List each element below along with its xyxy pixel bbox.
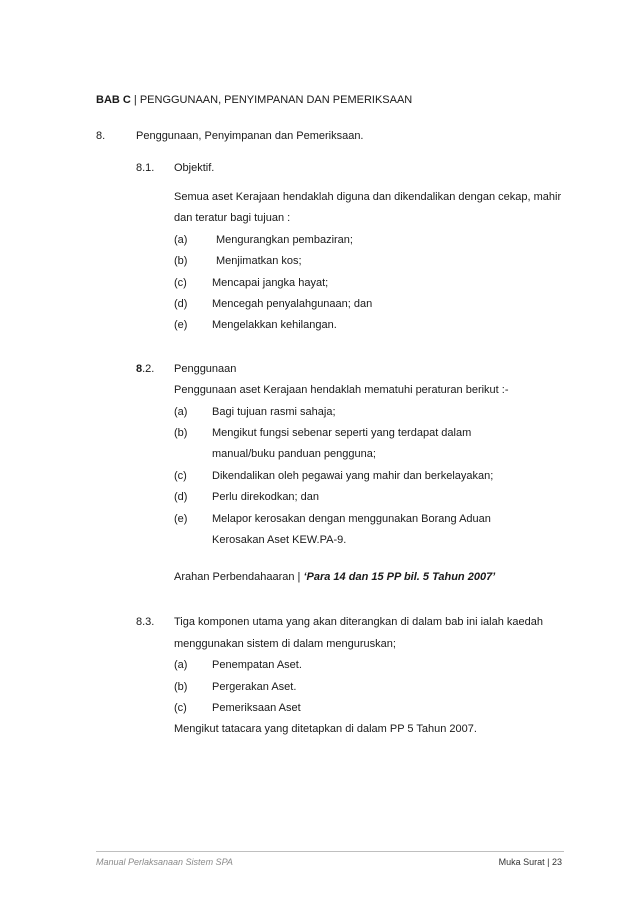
list-item-label: (e) — [174, 319, 188, 331]
list-item-text: Bagi tujuan rasmi sahaja; — [212, 406, 336, 418]
chapter-separator: | — [133, 94, 137, 106]
reference-citation: ‘Para 14 dan 15 PP bil. 5 Tahun 2007’ — [303, 571, 496, 583]
section-8-2-number-bold: 8 — [136, 363, 143, 375]
section-8-title: Penggunaan, Penyimpanan dan Pemeriksaan. — [136, 130, 364, 142]
section-8-2-number — [136, 362, 154, 376]
list-item-label: (c) — [174, 277, 187, 289]
list-item-text: Mencapai jangka hayat; — [212, 277, 329, 289]
list-item-label: (b) — [174, 427, 188, 439]
footer-page-number: Muka Surat | 23 — [498, 857, 562, 867]
list-item-label: (b) — [174, 681, 188, 693]
list-item-text: Pergerakan Aset. — [212, 681, 297, 693]
list-item-text: Mengikut fungsi sebenar seperti yang terdapat dalam — [212, 427, 472, 439]
list-item-text: Melapor kerosakan dengan menggunakan Borang Aduan — [212, 513, 491, 525]
section-8-1-number: 8.1. — [136, 162, 155, 174]
reference-prefix: Arahan Perbendahaaran | — [174, 571, 301, 583]
section-8-2-number-rest: .2. — [142, 363, 155, 375]
list-item-label: (a) — [174, 659, 188, 671]
section-8-3-line2: menggunakan sistem di dalam menguruskan; — [174, 638, 396, 650]
footer-divider — [96, 851, 564, 852]
reference-line — [174, 570, 495, 584]
footer-document-title: Manual Perlaksanaan Sistem SPA — [96, 857, 233, 867]
section-8-number: 8. — [96, 130, 106, 142]
list-item-continuation: manual/buku panduan pengguna; — [212, 448, 376, 460]
section-8-1-intro-line2: dan teratur bagi tujuan : — [174, 212, 291, 224]
list-item-text: Mencegah penyalahgunaan; dan — [212, 298, 373, 310]
section-8-2-title: Penggunaan — [174, 363, 237, 375]
list-item-label: (b) — [174, 255, 188, 267]
list-item-label: (a) — [174, 234, 188, 246]
section-8-3-line1: Tiga komponen utama yang akan diterangkan di dalam bab ini ialah kaedah — [174, 616, 543, 628]
list-item-text: Mengurangkan pembaziran; — [216, 234, 353, 246]
section-8-3-number: 8.3. — [136, 616, 155, 628]
list-item-label: (d) — [174, 491, 188, 503]
chapter-title: PENGGUNAAN, PENYIMPANAN DAN PEMERIKSAAN — [139, 94, 413, 106]
list-item-text: Perlu direkodkan; dan — [212, 491, 320, 503]
list-item-text: Pemeriksaan Aset — [212, 702, 301, 714]
list-item-text: Mengelakkan kehilangan. — [212, 319, 337, 331]
chapter-label: BAB C — [96, 94, 131, 106]
list-item-label: (c) — [174, 702, 187, 714]
section-8-2-intro: Penggunaan aset Kerajaan hendaklah mematuhi peraturan berikut :- — [174, 384, 509, 396]
list-item-text: Menjimatkan kos; — [216, 255, 302, 267]
list-item-continuation: Kerosakan Aset KEW.PA-9. — [212, 534, 347, 546]
list-item-text: Penempatan Aset. — [212, 659, 302, 671]
list-item-label: (e) — [174, 513, 188, 525]
list-item-label: (c) — [174, 470, 187, 482]
section-8-1-intro-line1: Semua aset Kerajaan hendaklah diguna dan dikendalikan dengan cekap, mahir — [174, 191, 562, 203]
list-item-text: Dikendalikan oleh pegawai yang mahir dan berkelayakan; — [212, 470, 494, 482]
list-item-label: (a) — [174, 406, 188, 418]
section-8-1-title: Objektif. — [174, 162, 215, 174]
section-8-3-closing: Mengikut tatacara yang ditetapkan di dalam PP 5 Tahun 2007. — [174, 723, 477, 735]
list-item-label: (d) — [174, 298, 188, 310]
chapter-heading — [96, 93, 412, 107]
